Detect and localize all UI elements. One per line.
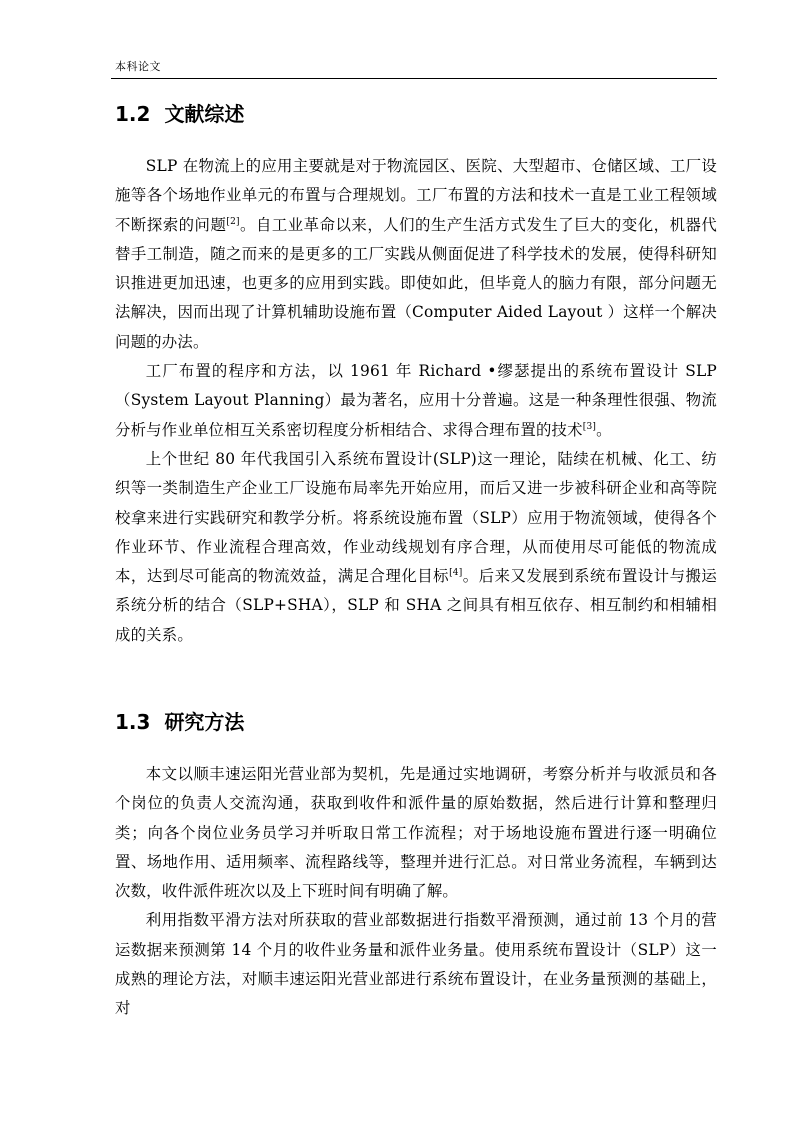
paragraph xyxy=(115,760,717,906)
citation: [3] xyxy=(582,421,597,432)
running-header: 本科论文 xyxy=(115,60,161,73)
citation: [4] xyxy=(449,568,463,579)
paragraph xyxy=(115,445,717,650)
paragraph-text: 本文以顺丰速运阳光营业部为契机，先是通过实地调研，考察分析并与收派员和各个岗位的负责人交流沟通，获取到收件和派件量的原始数据，然后进行计算和整理归类；向各个岗位业务员学习并听取日常工作流程；对于场地设施布置进行逐一明确位置、场地作用、适用频率、流程路线等，整理并进行汇总。对日常业务流程，车辆到达次数，收件派件班次以及上下班时间有明确了解。 xyxy=(115,765,717,901)
paragraph-text: 工厂布置的程序和方法，以 1961 年 Richard •缪瑟提出的系统布置设计 SLP（System Layout Planning）最为著名，应用十分普遍。这是一种条理性很强、物流分析与作业单位相互关系密切程度分析相结合、求得合理布置的技术 xyxy=(115,362,717,439)
section-research-method xyxy=(115,708,717,1024)
section-title: 研究方法 xyxy=(164,710,245,734)
section-literature-review xyxy=(115,100,717,650)
paragraph xyxy=(115,357,717,445)
section-heading xyxy=(115,100,717,128)
paragraph-text: 。 xyxy=(596,420,612,439)
paragraph-text: SLP 在物流上的应用主要就是对于物流园区、医院、大型超市、仓储区域、工厂设施等各个场地作业单元的布置与合理规划。工厂布置的方法和技术一直是工业工程领域不断探索的问题 xyxy=(115,157,717,234)
paragraph-text: 上个世纪 80 年代我国引入系统布置设计(SLP)这一理论，陆续在机械、化工、纺织等一类制造生产企业工厂设施布局率先开始应用，而后又进一步被科研企业和高等院校拿来进行实践研究和教学分析。将系统设施布置（SLP）应用于物流领域，使得各个作业环节、作业流程合理高效，作业动线规划有序合理，从而使用尽可能低的物流成本，达到尽可能高的物流效益，满足合理化目标 xyxy=(115,449,717,586)
section-number: 1.3 xyxy=(115,710,151,734)
section-heading xyxy=(115,708,717,736)
paragraph xyxy=(115,152,717,357)
citation: [2] xyxy=(226,216,240,227)
paragraph-text: 利用指数平滑方法对所获取的营业部数据进行指数平滑预测，通过前 13 个月的营运数据来预测第 14 个月的收件业务量和派件业务量。使用系统布置设计（SLP）这一成熟的理论方法，对顺丰速运阳光营业部进行系统布置设计，在业务量预测的基础上，对 xyxy=(115,911,717,1018)
paragraph-text: 。自工业革命以来，人们的生产生活方式发生了巨大的变化，机器代替手工制造，随之而来的是更多的工厂实践从侧面促进了科学技术的发展，使得科研知识推进更加迅速，也更多的应用到实践。即使如此，但毕竟人的脑力有限，部分问题无法解决，因而出现了计算机辅助设施布置（Computer Aided Layout ）这样一个解决问题的办法。 xyxy=(115,215,717,351)
paragraph xyxy=(115,906,717,1023)
paragraph-text: 。后来又发展到系统布置设计与搬运系统分析的结合（SLP+SHA），SLP 和 SHA 之间具有相互依存、相互制约和相辅相成的关系。 xyxy=(115,567,717,644)
header-divider xyxy=(111,78,717,79)
section-number: 1.2 xyxy=(115,102,151,126)
section-title: 文献综述 xyxy=(164,102,245,126)
